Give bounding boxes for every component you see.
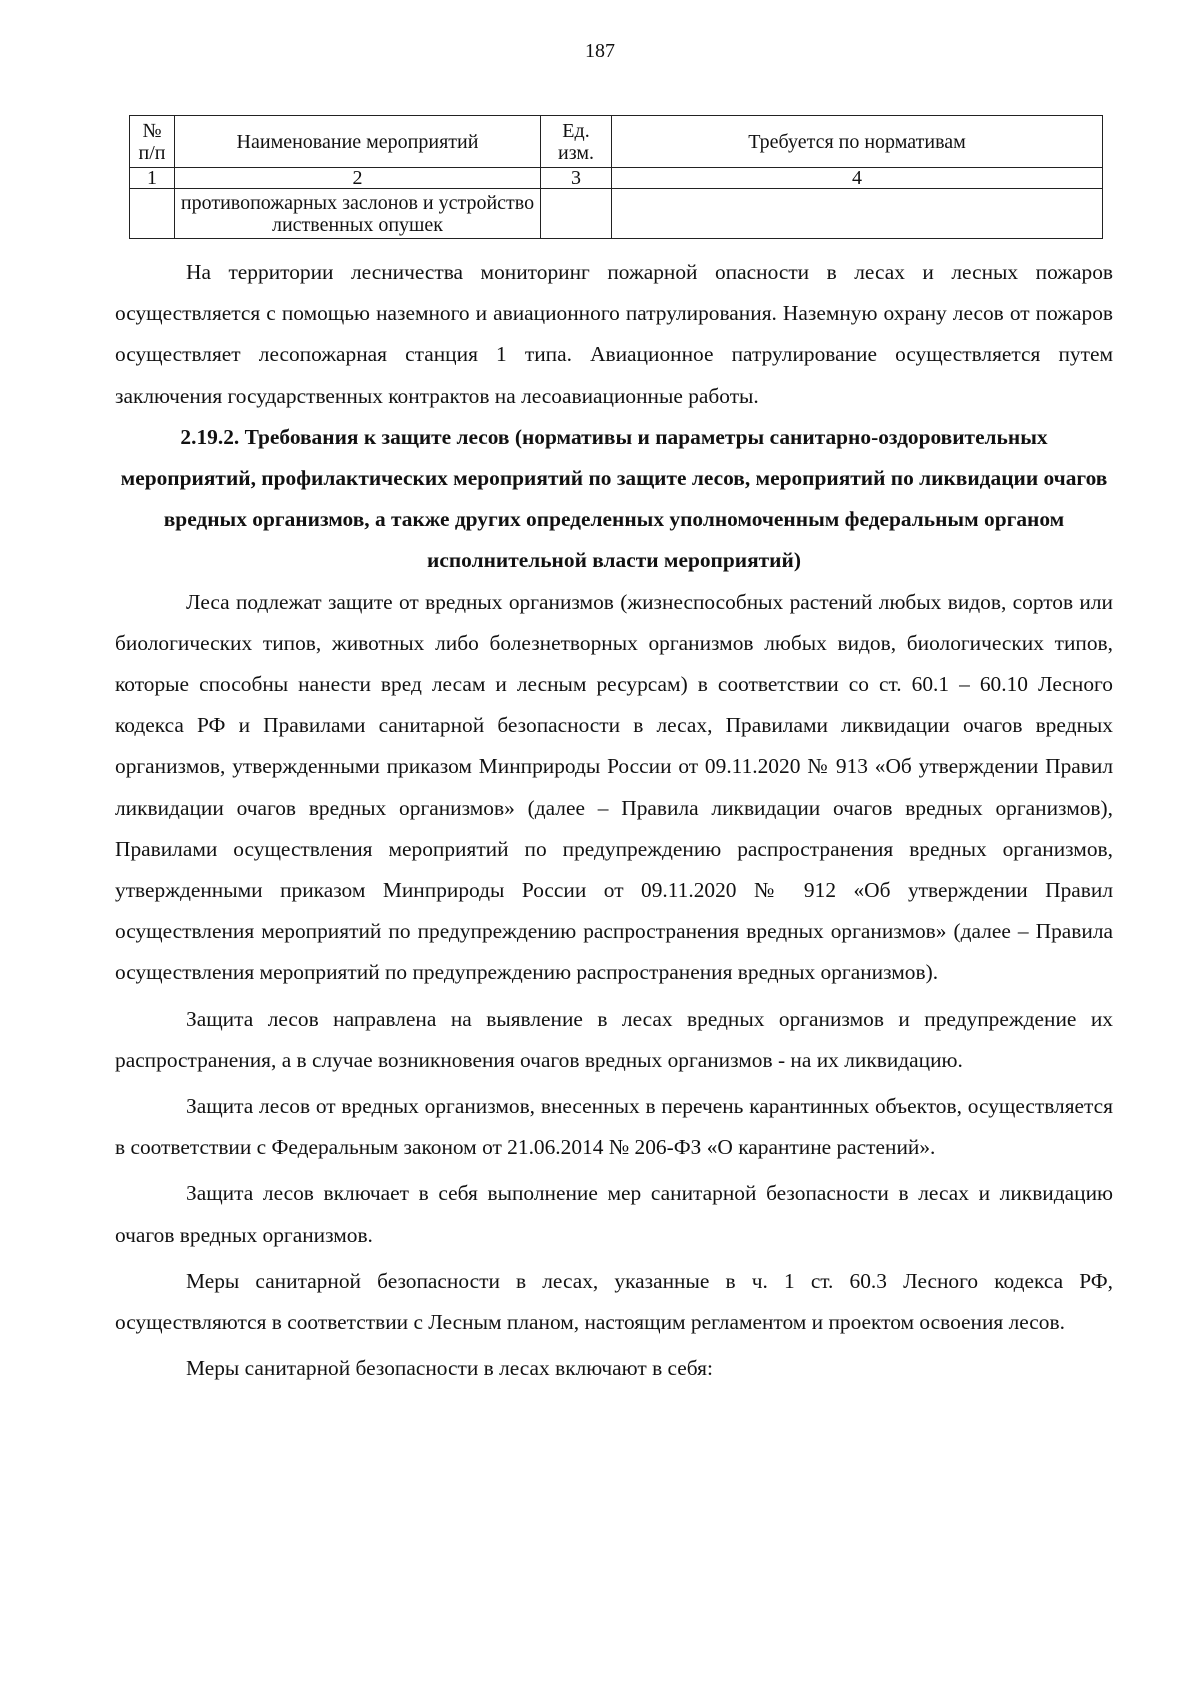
paragraph: Леса подлежат защите от вредных организмов (жизнеспособных растений любых видов, сортов или биологических типов, животных либо болезнетворных организмов любых видов, биологических типов, которые способны нанести вред лесам и лесным ресурсам) в соответствии со ст. 60.1 – 60.10 Лесного кодекса РФ и Правилами санитарной безопасности в лесах, Правилами ликвидации очагов вредных организмов, утвержденными приказом Минприроды России от 09.11.2020 № 913 «Об утверждении Правил ликвидации очагов вредных организмов» (далее – Правила ликвидации очагов вредных организмов), Правилами осуществления мероприятий по предупреждению распространения вредных организмов, утвержденными приказом Минприроды России от 09.11.2020 № 912 «Об утверждении Правил осуществления мероприятий по предупреждению распространения вредных организмов» (далее – Правила осуществления мероприятий по предупреждению распространения вредных организмов). <box>115 589 1113 985</box>
paragraph: Защита лесов от вредных организмов, внесенных в перечень карантинных объектов, осуществляется в соответствии с Федеральным законом от 21.06.2014 № 206-ФЗ «О карантине растений». <box>115 1094 1113 1160</box>
table-header-row <box>130 116 1103 168</box>
header-unit: Ед. изм. <box>541 116 612 168</box>
header-num: № п/п <box>130 116 175 168</box>
cell-required <box>612 189 1103 239</box>
paragraph: Меры санитарной безопасности в лесах, указанные в ч. 1 ст. 60.3 Лесного кодекса РФ, осуществляются в соответствии с Лесным планом, настоящим регламентом и проектом освоения лесов. <box>115 1268 1113 1335</box>
cell-num <box>130 189 175 239</box>
paragraph: Защита лесов включает в себя выполнение мер санитарной безопасности в лесах и ликвидацию очагов вредных организмов. <box>115 1181 1113 1247</box>
header-name: Наименование мероприятий <box>175 116 541 168</box>
cell-unit <box>541 189 612 239</box>
page-number: 187 <box>585 40 615 62</box>
paragraph-monitoring: На территории лесничества мониторинг пожарной опасности в лесах и лесных пожаров осуществляется с помощью наземного и авиационного патрулирования. Наземную охрану лесов от пожаров осуществляет лесопожарная станция 1 типа. Авиационное патрулирование осуществляется путем заключения государственных контрактов на лесоавиационные работы. <box>115 260 1113 408</box>
measures-table <box>129 115 1103 239</box>
cell-name: противопожарных заслонов и устройство лиственных опушек <box>175 189 541 239</box>
paragraph: Меры санитарной безопасности в лесах включают в себя: <box>186 1356 713 1381</box>
header-required: Требуется по нормативам <box>612 116 1103 168</box>
table-column-numbers-row <box>130 168 1103 189</box>
column-number: 1 <box>130 168 175 189</box>
column-number: 4 <box>612 168 1103 189</box>
document-body <box>115 252 1113 1389</box>
column-number: 3 <box>541 168 612 189</box>
column-number: 2 <box>175 168 541 189</box>
table-row <box>130 189 1103 239</box>
paragraph: Защита лесов направлена на выявление в лесах вредных организмов и предупреждение их распространения, а в случае возникновения очагов вредных организмов - на их ликвидацию. <box>115 1006 1113 1072</box>
section-heading: 2.19.2. Требования к защите лесов (нормативы и параметры санитарно-оздоровительных мероприятий, профилактических мероприятий по защите лесов, мероприятий по ликвидации очагов вредных организмов, а также других определенных уполномоченным федеральным органом исполнительной власти мероприятий) <box>120 424 1108 573</box>
